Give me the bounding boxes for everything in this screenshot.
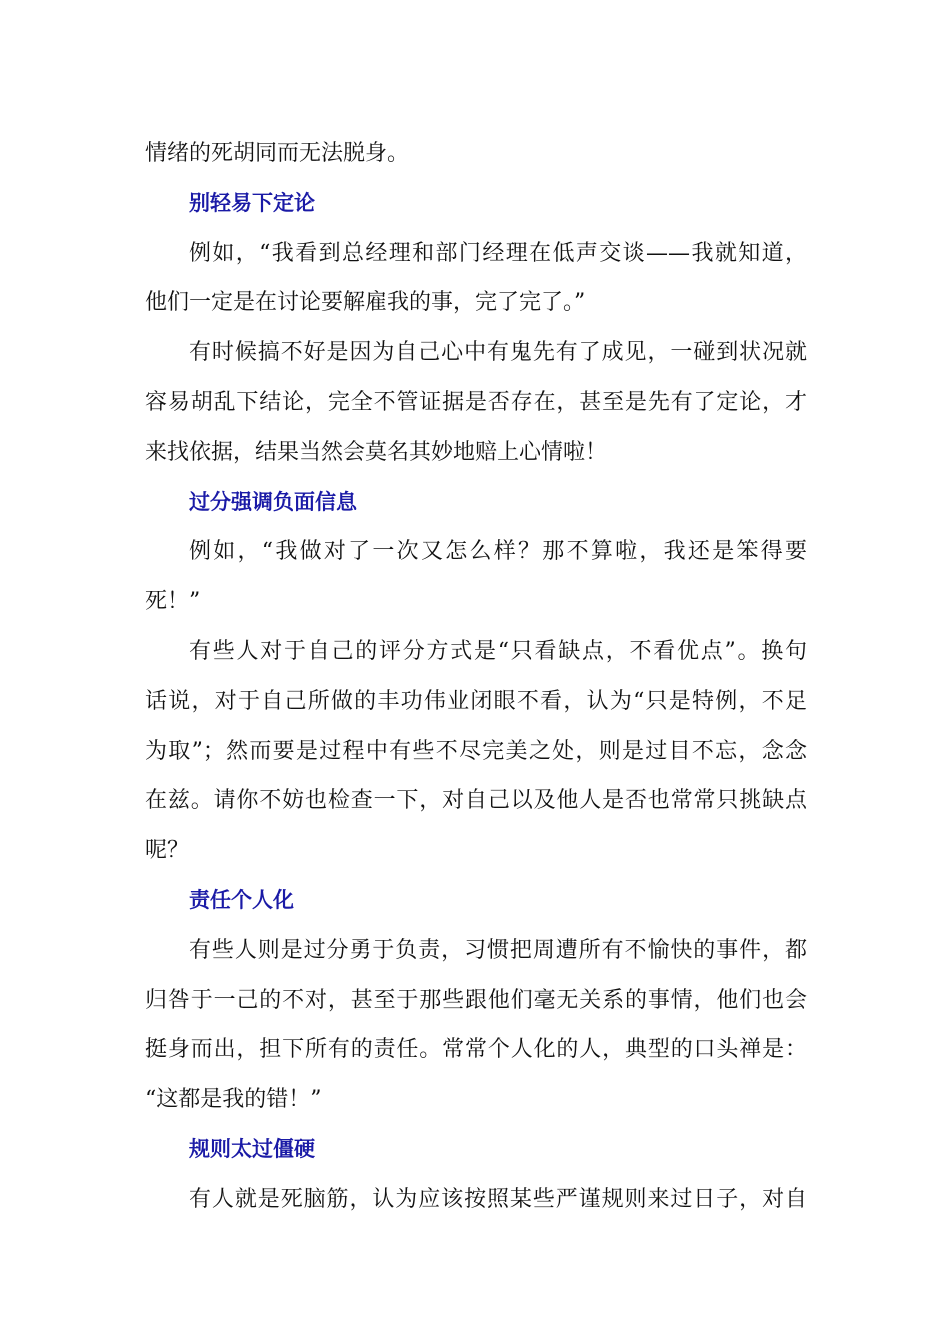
paragraph-line: 话说，对于自己所做的丰功伟业闭眼不看，认为“只是特例，不足 xyxy=(145,688,807,714)
paragraph-line: “这都是我的错！” xyxy=(145,1087,322,1113)
paragraph-line: 呢？ xyxy=(145,838,190,864)
paragraph-line: 有些人则是过分勇于负责，习惯把周遭所有不愉快的事件，都 xyxy=(189,937,807,963)
document-body xyxy=(145,129,807,1225)
paragraph-line: 有人就是死脑筋，认为应该按照某些严谨规则来过日子，对自 xyxy=(189,1186,807,1212)
paragraph-line: 来找依据，结果当然会莫名其妙地赔上心情啦！ xyxy=(145,439,608,465)
paragraph-line: 他们一定是在讨论要解雇我的事，完了完了。” xyxy=(145,290,586,316)
paragraph-line: 例如，“我做对了一次又怎么样？那不算啦，我还是笨得要 xyxy=(189,539,807,565)
paragraph-line: 在兹。请你不妨也检查一下，对自己以及他人是否也常常只挑缺点 xyxy=(145,788,807,814)
paragraph-line: 挺身而出，担下所有的责任。常常个人化的人，典型的口头禅是： xyxy=(145,1037,807,1063)
paragraph-line: 归咎于一己的不对，甚至于那些跟他们毫无关系的事情，他们也会 xyxy=(145,987,807,1013)
paragraph-line: 有时候搞不好是因为自己心中有鬼先有了成见，一碰到状况就 xyxy=(189,340,807,366)
paragraph-line: 容易胡乱下结论，完全不管证据是否存在，甚至是先有了定论，才 xyxy=(145,389,807,415)
paragraph-line: 死！” xyxy=(145,589,201,615)
paragraph-line: 例如，“我看到总经理和部门经理在低声交谈——我就知道， xyxy=(189,240,807,266)
paragraph-line: 情绪的死胡同而无法脱身。 xyxy=(145,141,410,166)
section-heading: 别轻易下定论 xyxy=(189,190,315,215)
paragraph-line: 为取”；然而要是过程中有些不尽完美之处，则是过目不忘，念念 xyxy=(145,738,807,764)
section-heading: 规则太过僵硬 xyxy=(189,1136,315,1161)
section-heading: 过分强调负面信息 xyxy=(189,489,357,514)
section-heading: 责任个人化 xyxy=(189,887,294,912)
paragraph-line: 有些人对于自己的评分方式是“只看缺点，不看优点”。换句 xyxy=(189,638,807,664)
